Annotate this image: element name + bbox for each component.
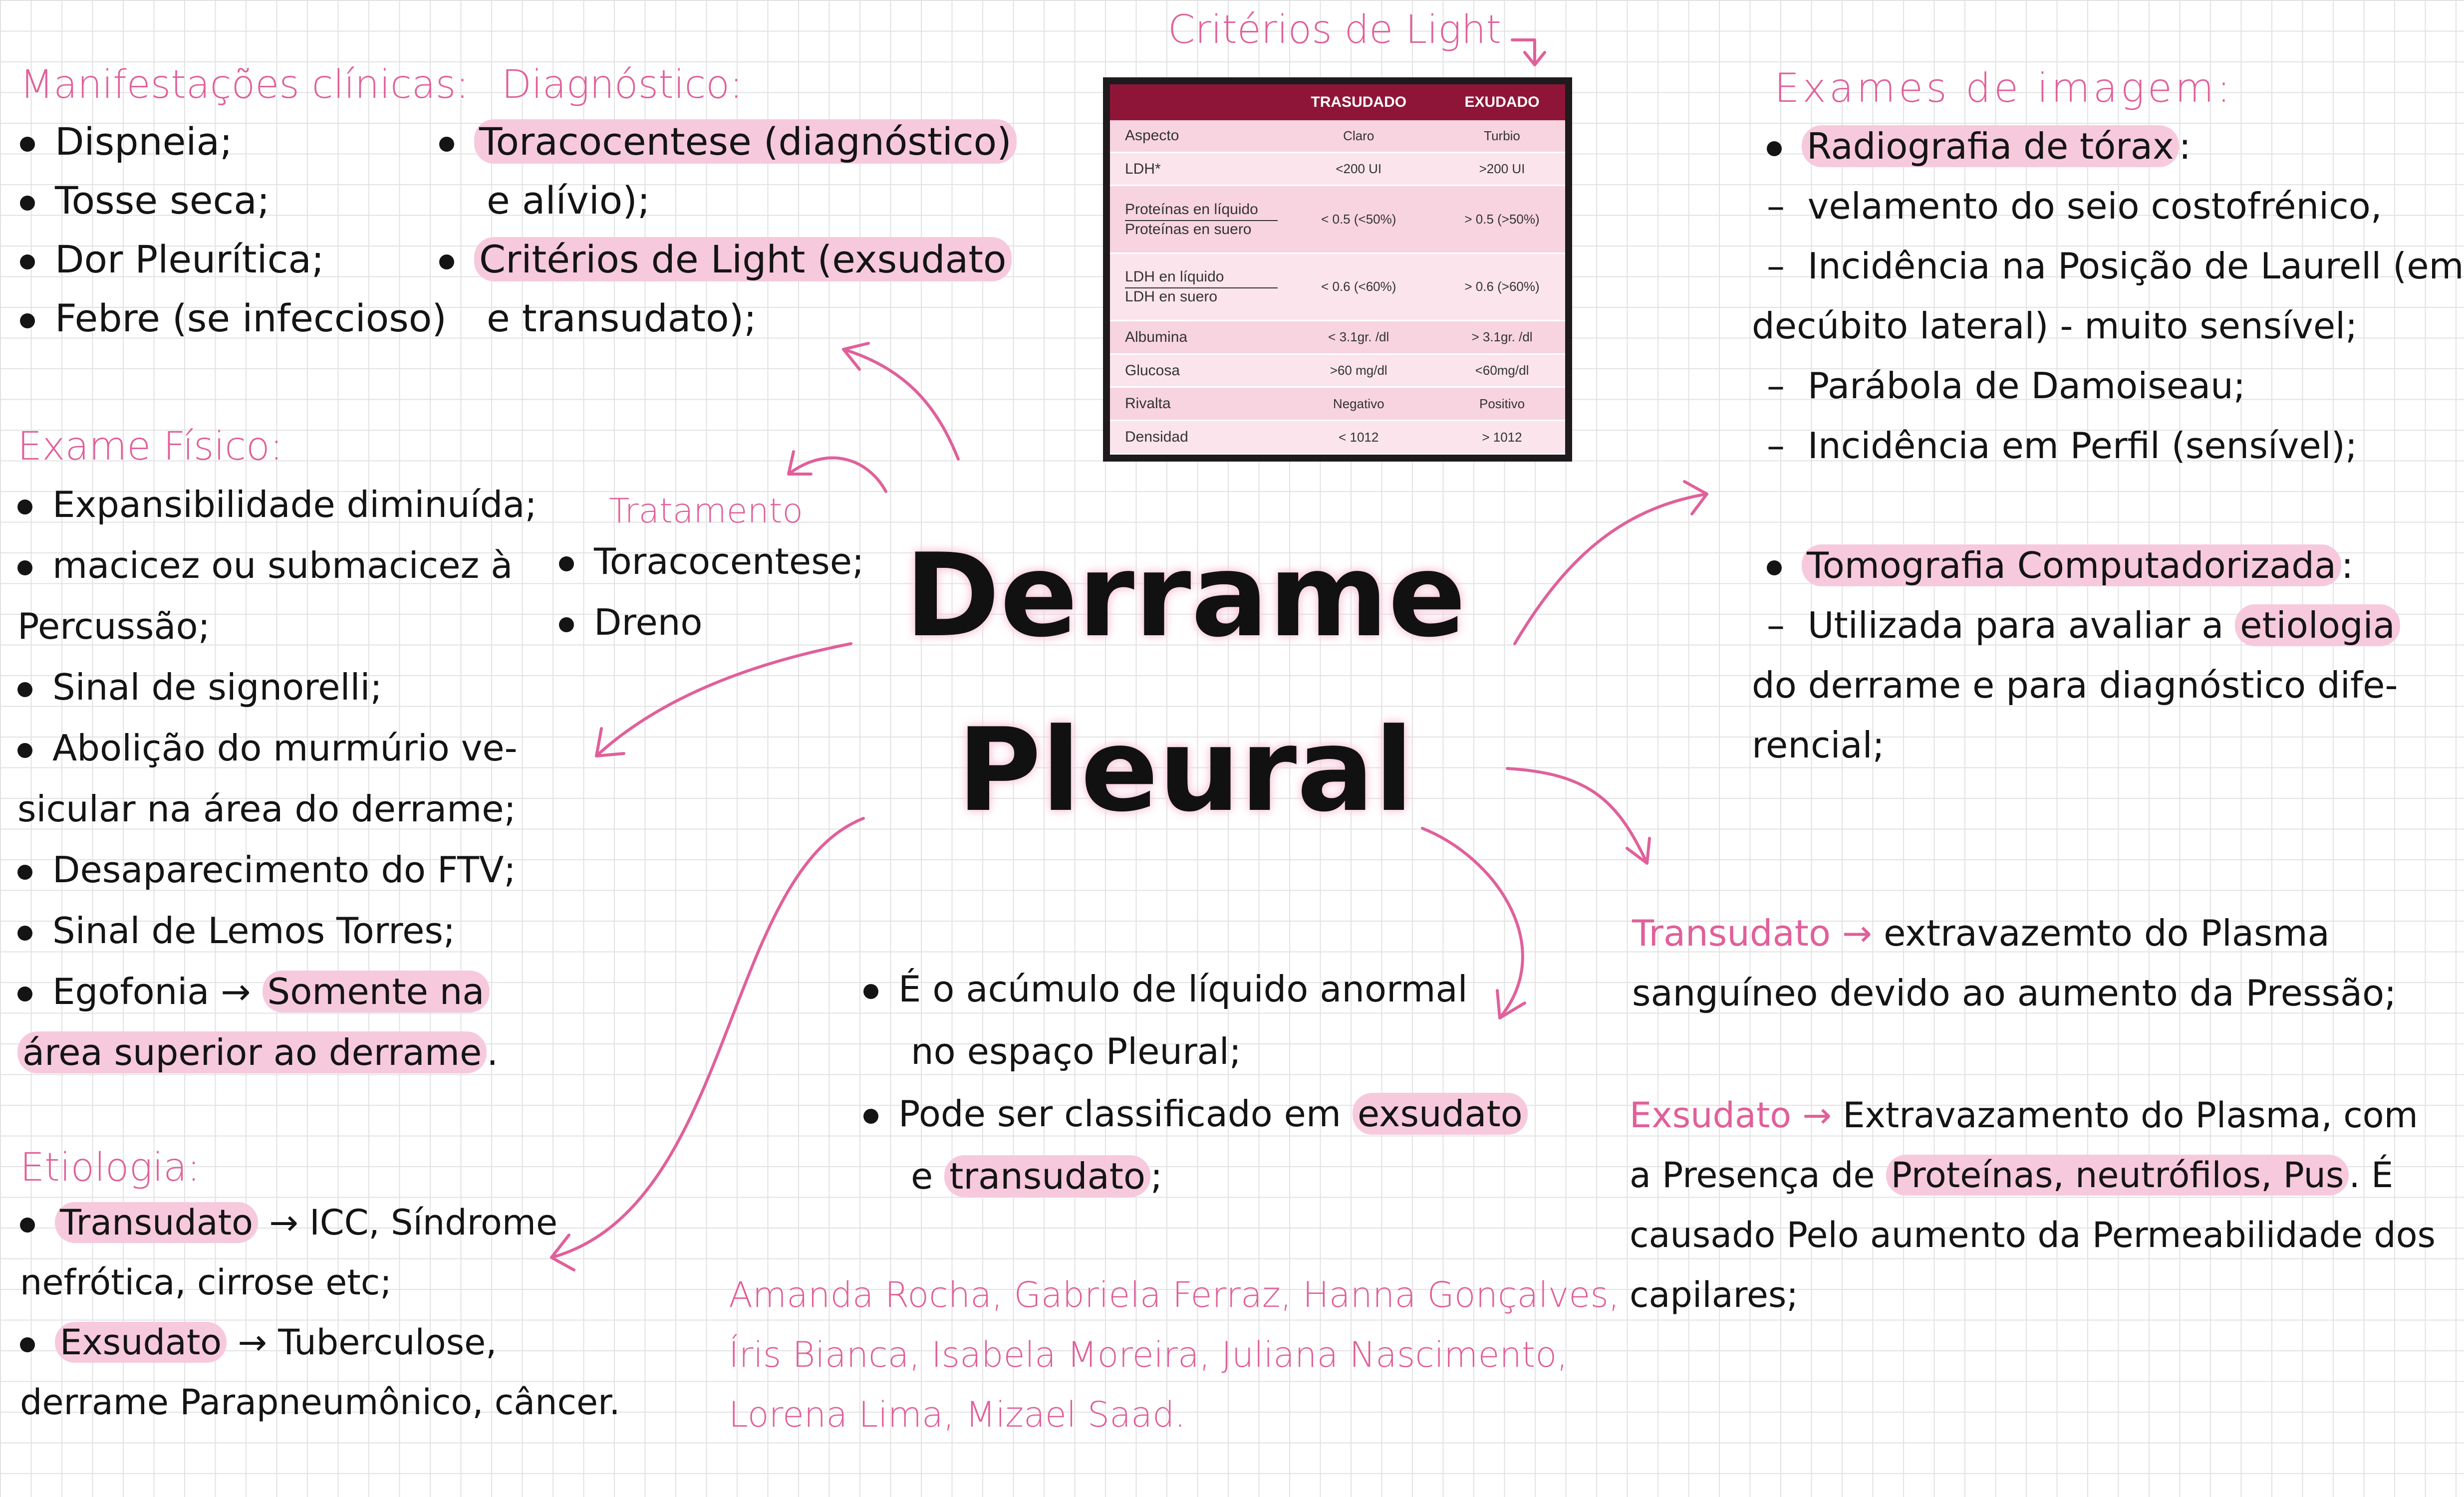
arrow-to-diagnostico — [843, 343, 958, 459]
light-criteria-table — [1103, 77, 1572, 462]
table-row: Aspecto Claro Turbio — [1110, 120, 1565, 152]
list-item: Exsudato → Tuberculose, — [20, 1312, 620, 1372]
title-line-1: Derrame — [904, 529, 1466, 663]
list-item: Sinal de signorelli; — [17, 657, 537, 718]
etiologia-section — [20, 1145, 620, 1432]
criterios-heading: Critérios de Light — [1168, 7, 1501, 52]
list-item: Toracocentese; — [559, 531, 864, 592]
list-item: Dor Pleurítica; — [20, 230, 469, 289]
table-row: LDH* <200 UI >200 UI — [1110, 152, 1565, 186]
list-item: Dreno — [559, 592, 864, 653]
list-item: macicez ou submacicez à — [17, 535, 537, 596]
list-item: Toracocentese (diagnóstico) — [439, 112, 1017, 171]
list-item: Pode ser classificado em exsudato — [863, 1083, 1528, 1145]
main-title — [888, 509, 1482, 858]
table-row: LDH en líquido LDH en suero < 0.6 (<60%) > 0.6 (>60%) — [1110, 253, 1565, 320]
list-item: Dispneia; — [20, 112, 469, 171]
arrow-criterios — [1512, 40, 1545, 65]
list-item-cont: e alívio); — [487, 178, 650, 223]
list-item-cont: – Incidência na Posição de Laurell (em — [1767, 245, 2464, 287]
exsudato-label: Exsudato → — [1630, 1095, 1832, 1136]
list-item: Egofonia → Somente na — [17, 961, 537, 1022]
manifestacoes-section — [20, 62, 469, 348]
manifestacoes-heading: Manifestações clínicas: — [20, 62, 469, 107]
list-item-cont: no espaço Pleural; — [911, 1030, 1242, 1072]
authors-line: Lorena Lima, Mizael Saad. — [729, 1394, 1186, 1435]
list-item-cont: derrame Parapneumônico, câncer. — [20, 1382, 620, 1423]
list-item: Tomografia Computadorizada : — [1767, 535, 2464, 595]
tratamento-section — [559, 492, 864, 653]
list-item-cont: nefrótica, cirrose etc; — [20, 1262, 392, 1303]
list-item-cont: Percussão; — [17, 605, 210, 647]
exsudato-section: Exsudato → Extravazamento do Plasma, com a Presença de Proteínas, neutrófilos, Pus . É causado Pelo aumento da Permeabilidade dos capilares; — [1630, 1095, 2436, 1315]
arrow-to-transudato — [1507, 768, 1649, 863]
exames-imagem-heading: Exames de imagem: — [1774, 65, 2233, 111]
list-item-cont: do derrame e para diagnóstico dife- — [1752, 664, 2398, 706]
tratamento-heading: Tratamento — [609, 492, 803, 531]
list-item-cont: – Parábola de Damoiseau; — [1767, 365, 2246, 407]
list-item-cont: – velamento do seio costofrénico, — [1767, 185, 2382, 227]
table-row: Rivalta Negativo Positivo — [1110, 387, 1565, 421]
list-item: Expansibilidade diminuída; — [17, 474, 537, 535]
table-row: Glucosa >60 mg/dl <60mg/dl — [1110, 354, 1565, 387]
list-item: Radiografia de tórax : — [1767, 116, 2464, 176]
table-row: Albumina < 3.1gr. /dl > 3.1gr. /dl — [1110, 320, 1565, 354]
list-item-cont: e transudato ; — [911, 1155, 1163, 1197]
definicao-section — [863, 958, 1528, 1208]
table-row: Proteínas en líquido Proteínas en suero < 0.5 (<50%) > 0.5 (>50%) — [1110, 186, 1565, 253]
list-item: Transudato → ICC, Síndrome — [20, 1193, 620, 1252]
arrow-to-exame-fisico — [596, 644, 851, 756]
list-item: Tosse seca; — [20, 171, 469, 230]
exames-imagem-section — [1752, 65, 2464, 775]
manifestacoes-list — [20, 112, 469, 348]
title-line-2: Pleural — [957, 704, 1414, 837]
list-item: Desaparecimento do FTV; — [17, 839, 537, 900]
arrow-to-tratamento — [789, 452, 886, 492]
transudato-label: Transudato → — [1632, 912, 1873, 954]
exame-fisico-heading: Exame Físico: — [17, 424, 283, 469]
table-header: TRASUDADO — [1278, 84, 1439, 120]
list-item-cont: decúbito lateral) - muito sensível; — [1752, 305, 2358, 347]
table-row: Densidad < 1012 > 1012 — [1110, 421, 1565, 454]
diagnostico-heading: Diagnóstico: — [502, 62, 743, 107]
exame-fisico-section — [17, 424, 537, 1083]
list-item-cont: sicular na área do derrame; — [17, 788, 516, 830]
list-item: É o acúmulo de líquido anormal — [863, 958, 1528, 1020]
list-item-cont: e transudato); — [487, 296, 757, 340]
list-item-cont: área superior ao derrame . — [17, 1022, 537, 1083]
authors-line: Íris Bianca, Isabela Moreira, Juliana Nascimento, — [729, 1334, 1568, 1375]
list-item: Abolição do murmúrio ve- — [17, 718, 537, 778]
list-item: Critérios de Light (exsudato — [439, 230, 1017, 289]
list-item-cont: – Utilizada para avaliar a etiologia — [1767, 595, 2464, 655]
transudato-section: Transudato → extravazemto do Plasma sanguíneo devido ao aumento da Pressão; — [1632, 912, 2397, 1014]
table-header — [1110, 84, 1278, 120]
diagnostico-section — [439, 62, 1017, 348]
authors-line: Amanda Rocha, Gabriela Ferraz, Hanna Gonçalves, — [729, 1274, 1620, 1315]
list-item-cont: rencial; — [1752, 724, 1885, 766]
arrow-to-exames-imagem — [1515, 482, 1707, 644]
authors — [729, 1265, 1620, 1445]
list-item-cont: – Incidência em Perfil (sensível); — [1767, 425, 2358, 467]
etiologia-heading: Etiologia: — [20, 1145, 201, 1190]
table-header: EXUDADO — [1439, 84, 1565, 120]
list-item: Sinal de Lemos Torres; — [17, 900, 537, 961]
list-item: Febre (se infeccioso) — [20, 289, 469, 348]
